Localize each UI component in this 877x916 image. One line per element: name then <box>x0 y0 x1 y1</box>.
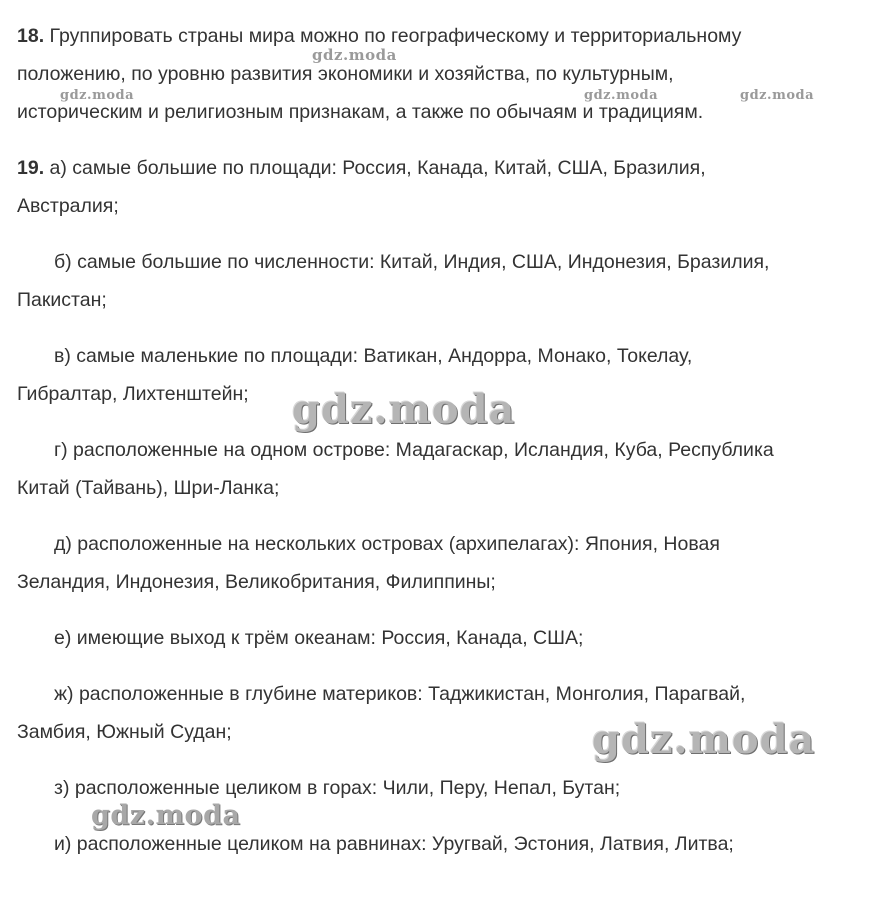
answer-18-line-2: положению, по уровню развития экономики и хозяйства, по культурным, <box>17 63 674 85</box>
watermark-small-3: gdz.moda <box>584 88 659 103</box>
watermark-small-4: gdz.moda <box>740 88 815 103</box>
answer-19-zh-line-1: ж) расположенные в глубине материков: Таджикистан, Монголия, Парагвай, <box>54 683 746 705</box>
answer-19-a-line-2: Австралия; <box>17 195 119 217</box>
answer-19-b-line-2: Пакистан; <box>17 289 107 311</box>
answer-19-a-line-1 <box>17 149 706 187</box>
answer-19-v-line-1: в) самые маленькие по площади: Ватикан, Андорра, Монако, Токелау, <box>54 345 693 367</box>
answer-19-zh-line-2: Замбия, Южный Судан; <box>17 721 232 743</box>
answer-19-g-line-1: г) расположенные на одном острове: Мадагаскар, Исландия, Куба, Республика <box>54 439 774 461</box>
answer-19-z-line-1: з) расположенные целиком в горах: Чили, Перу, Непал, Бутан; <box>54 777 621 799</box>
answer-19-e-line-1: е) имеющие выход к трём океанам: Россия, Канада, США; <box>54 627 584 649</box>
watermark-large-2: gdz.moda <box>592 716 816 763</box>
answer-19-a-text-1: а) самые большие по площади: Россия, Канада, Китай, США, Бразилия, <box>44 157 706 179</box>
answer-18-text-1: Группировать страны мира можно по географическому и территориальному <box>44 25 742 47</box>
watermark-small-2: gdz.moda <box>60 88 135 103</box>
answer-19-b-line-1: б) самые большие по численности: Китай, Индия, США, Индонезия, Бразилия, <box>54 251 770 273</box>
answer-19-v-line-2: Гибралтар, Лихтенштейн; <box>17 383 249 405</box>
answer-19-g-line-2: Китай (Тайвань), Шри-Ланка; <box>17 477 280 499</box>
answer-19-number: 19. <box>17 157 45 179</box>
answer-19-i-line-1: и) расположенные целиком на равнинах: Уругвай, Эстония, Латвия, Литва; <box>54 833 734 855</box>
answer-18-number: 18. <box>17 25 45 47</box>
watermark-small-1: gdz.moda <box>312 46 397 64</box>
answer-18-line-3: историческим и религиозным признакам, а также по обычаям и традициям. <box>17 101 704 123</box>
answer-19-d-line-1: д) расположенные на нескольких островах (архипелагах): Япония, Новая <box>54 533 720 555</box>
watermark-medium: gdz.moda <box>91 800 241 831</box>
answer-19-d-line-2: Зеландия, Индонезия, Великобритания, Филиппины; <box>17 571 496 593</box>
watermark-large-1: gdz.moda <box>292 386 516 433</box>
